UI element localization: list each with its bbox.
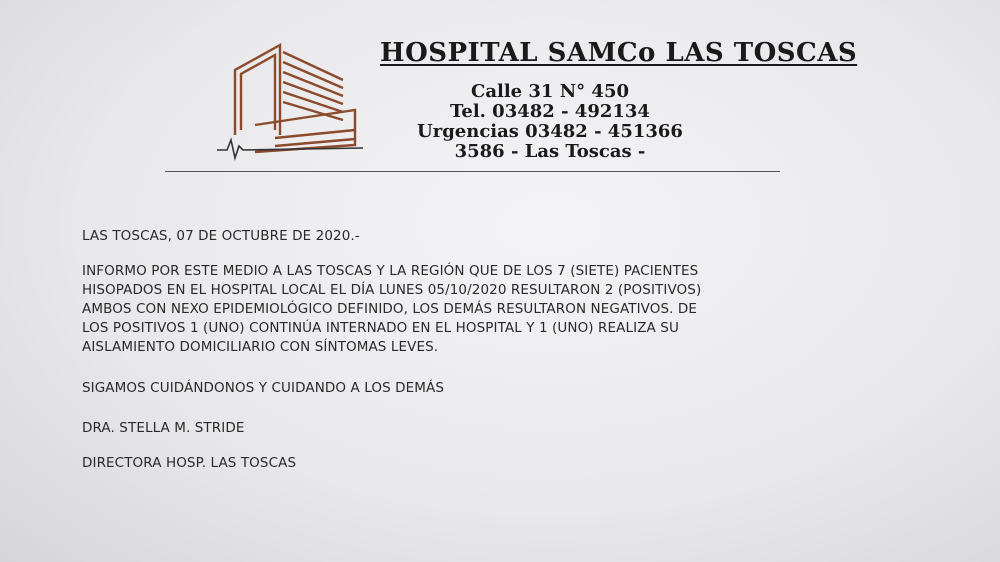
letter-date: LAS TOSCAS, 07 DE OCTUBRE DE 2020.-: [82, 228, 360, 244]
hospital-phone: Tel. 03482 - 492134: [450, 101, 650, 122]
paragraph-line: HISOPADOS EN EL HOSPITAL LOCAL EL DÍA LUNES 05/10/2020 RESULTARON 2 (POSITIVOS): [82, 282, 702, 298]
hospital-address: Calle 31 N° 450: [471, 81, 629, 102]
hospital-building-heartbeat-icon: [215, 40, 365, 165]
signer-title: DIRECTORA HOSP. LAS TOSCAS: [82, 455, 297, 471]
hospital-name: HOSPITAL SAMCo LAS TOSCAS: [380, 38, 858, 68]
hospital-postal: 3586 - Las Toscas -: [454, 141, 646, 162]
hospital-emergency-phone: Urgencias 03482 - 451366: [417, 121, 683, 142]
letterhead: [0, 0, 1000, 180]
letter-paragraph: [82, 262, 842, 357]
paragraph-line: INFORMO POR ESTE MEDIO A LAS TOSCAS Y LA REGIÓN QUE DE LOS 7 (SIETE) PACIENTES: [82, 263, 699, 279]
signer-name: DRA. STELLA M. STRIDE: [82, 420, 245, 436]
header-divider: [165, 171, 780, 172]
paragraph-line: AMBOS CON NEXO EPIDEMIOLÓGICO DEFINIDO, LOS DEMÁS RESULTARON NEGATIVOS. DE: [82, 301, 698, 317]
hospital-contact-block: [400, 82, 700, 162]
paragraph-line: AISLAMIENTO DOMICILIARIO CON SÍNTOMAS LEVES.: [82, 339, 439, 355]
letter-closing: SIGAMOS CUIDÁNDONOS Y CUIDANDO A LOS DEMÁS: [82, 380, 445, 396]
paragraph-line: LOS POSITIVOS 1 (UNO) CONTINÚA INTERNADO EN EL HOSPITAL Y 1 (UNO) REALIZA SU: [82, 320, 679, 336]
